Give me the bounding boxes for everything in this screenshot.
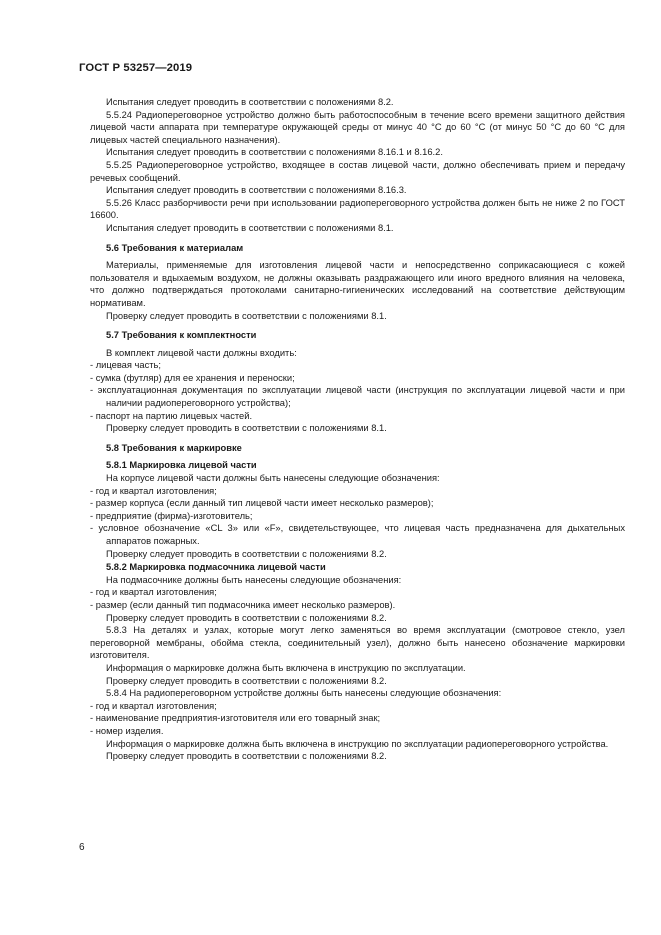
list-item: - эксплуатационная документация по эксплуатации лицевой части (инструкция по эксплуатации лицевой части и при наличии радиопереговорного устройства);	[90, 385, 625, 409]
list-item: - условное обозначение «CL 3» или «F», свидетельствующее, что лицевая часть предназначена для дыхательных аппаратов пожарных.	[90, 523, 625, 546]
section-heading: 5.7 Требования к комплектности	[106, 330, 257, 341]
list-item: - наименование предприятия-изготовителя или его товарный знак;	[90, 713, 381, 724]
paragraph: Материалы, применяемые для изготовления лицевой части и непосредственно соприкасающиеся с кожей пользователя и вдыхаемым воздухом, не должны оказывать раздражающего или иного вредного влияния на человека, что должно подтверждаться протоколами санитарно-гигиенических исследований на соответствие действующим нормативам.	[90, 260, 625, 308]
paragraph: Проверку следует проводить в соответствии с положениями 8.1.	[106, 310, 387, 321]
paragraph: В комплект лицевой части должны входить:	[106, 347, 297, 358]
list-item: - номер изделия.	[90, 725, 164, 736]
paragraph: Испытания следует проводить в соответствии с положениями 8.2.	[106, 97, 394, 107]
list-item: - размер (если данный тип подмасочника имеет несколько размеров).	[90, 599, 396, 610]
list-item: - паспорт на партию лицевых частей.	[90, 410, 253, 421]
paragraph: 5.8.4 На радиопереговорном устройстве должны быть нанесены следующие обозначения:	[106, 688, 502, 699]
paragraph: На подмасочнике должны быть нанесены следующие обозначения:	[106, 574, 402, 585]
paragraph: 5.5.24 Радиопереговорное устройство должно быть работоспособным в течение всего времени защитного действия лицевой части аппарата при температуре окружающей среды от минус 40 °С до 60 °С (от минус 50 °С до 60 °С для лицевых частей специального назначения).	[90, 109, 625, 145]
section-heading: 5.8 Требования к маркировке	[106, 442, 242, 453]
paragraph: Информация о маркировке должна быть включена в инструкцию по эксплуатации радиопереговорного устройства.	[106, 738, 609, 749]
paragraph: Информация о маркировке должна быть включена в инструкцию по эксплуатации.	[106, 662, 466, 673]
paragraph: На корпусе лицевой части должны быть нанесены следующие обозначения:	[106, 473, 440, 484]
paragraph: Испытания следует проводить в соответствии с положениями 8.16.3.	[106, 185, 407, 196]
subsection-heading: 5.8.2 Маркировка подмасочника лицевой части	[106, 562, 326, 573]
paragraph: 5.5.25 Радиопереговорное устройство, входящее в состав лицевой части, должно обеспечивать прием и передачу речевых сообщений.	[90, 159, 625, 183]
list-item: - лицевая часть;	[90, 360, 162, 371]
list-item: - год и квартал изготовления;	[90, 700, 217, 711]
section-heading: 5.6 Требования к материалам	[106, 242, 244, 253]
paragraph: Проверку следует проводить в соответствии с положениями 8.2.	[106, 548, 387, 559]
page-number: 6	[79, 842, 85, 853]
paragraph: Проверку следует проводить в соответствии с положениями 8.2.	[106, 751, 387, 762]
list-item: - год и квартал изготовления;	[90, 587, 217, 598]
paragraph: Проверку следует проводить в соответствии с положениями 8.2.	[106, 675, 387, 686]
paragraph: 5.8.3 На деталях и узлах, которые могут легко заменяться во время эксплуатации (смотровое стекло, узел переговорной мембраны, обойма стекла, соединительный узел), должно быть нанесено обозначение маркировки изготовителя.	[90, 625, 625, 661]
list-item: - сумка (футляр) для ее хранения и переноски;	[90, 372, 295, 383]
document-body	[90, 96, 625, 763]
paragraph: Испытания следует проводить в соответствии с положениями 8.16.1 и 8.16.2.	[106, 147, 443, 158]
paragraph: Испытания следует проводить в соответствии с положениями 8.1.	[106, 222, 394, 233]
subsection-heading: 5.8.1 Маркировка лицевой части	[106, 460, 257, 471]
paragraph: 5.5.26 Класс разборчивости речи при использовании радиопереговорного устройства должен быть не ниже 2 по ГОСТ 16600.	[90, 197, 625, 221]
paragraph: Проверку следует проводить в соответствии с положениями 8.1.	[106, 423, 387, 434]
document-header: ГОСТ Р 53257—2019	[79, 62, 193, 74]
list-item: - год и квартал изготовления;	[90, 485, 217, 496]
paragraph: Проверку следует проводить в соответствии с положениями 8.2.	[106, 612, 387, 623]
list-item: - предприятие (фирма)-изготовитель;	[90, 510, 253, 521]
list-item: - размер корпуса (если данный тип лицевой части имеет несколько размеров);	[90, 498, 434, 509]
